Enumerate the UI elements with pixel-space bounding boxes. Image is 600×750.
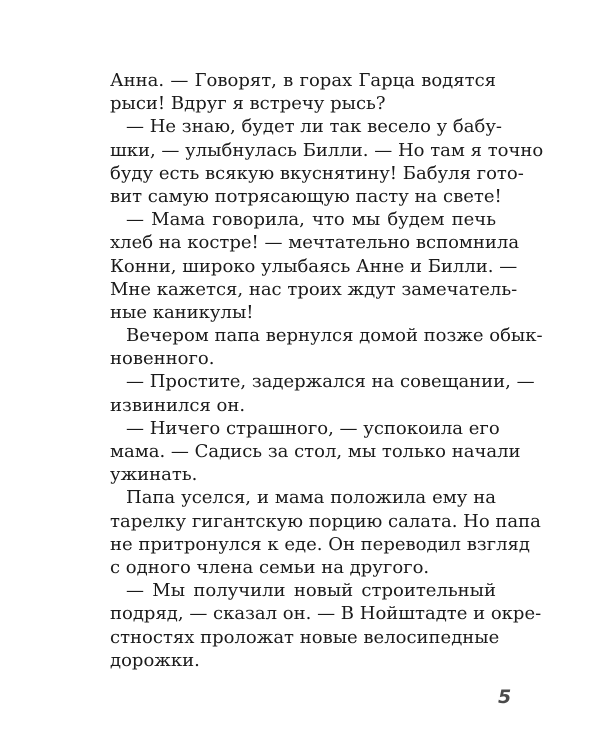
text-line: Анна. — Говорят, в горах Гарца водятся bbox=[110, 70, 496, 91]
text-line: Мне кажется, нас троих ждут замечатель- bbox=[110, 278, 518, 300]
text-line: шки, — улыбнулась Билли. — Но там я точно bbox=[110, 139, 544, 161]
text-line: Папа уселся, и мама положила ему на bbox=[126, 487, 496, 509]
page-number: 5 bbox=[498, 686, 512, 708]
text-line: — Простите, задержался на совещании, — bbox=[126, 371, 535, 393]
text-line: — Мы получили новый строительный bbox=[126, 580, 496, 602]
body-text bbox=[110, 69, 544, 672]
text-line: буду есть всякую вкуснятину! Бабуля гото- bbox=[110, 162, 524, 184]
text-line: рыси! Вдруг я встречу рысь? bbox=[110, 93, 386, 115]
text-line: не притронулся к еде. Он переводил взгляд bbox=[110, 533, 530, 555]
text-line: ужинать. bbox=[110, 464, 198, 486]
text-line: мама. — Садись за стол, мы только начали bbox=[110, 441, 521, 462]
text-line: вит самую потрясающую пасту на свете! bbox=[110, 185, 502, 207]
text-line: извинился он. bbox=[110, 394, 246, 416]
text-line: дорожки. bbox=[110, 649, 200, 671]
text-line: Конни, широко улыбаясь Анне и Билли. — bbox=[110, 255, 518, 277]
text-line: — Мама говорила, что мы будем печь bbox=[126, 209, 496, 231]
text-line: с одного члена семьи на другого. bbox=[110, 556, 430, 578]
text-line: подряд, — сказал он. — В Нойштадте и окре- bbox=[110, 603, 542, 625]
text-line: — Ничего страшного, — успокоила его bbox=[126, 417, 500, 439]
text-line: — Не знаю, будет ли так весело у бабу- bbox=[126, 116, 503, 138]
text-line: Вечером папа вернулся домой позже обык- bbox=[126, 325, 543, 347]
text-line: ные каникулы! bbox=[110, 301, 254, 323]
text-line: новенного. bbox=[110, 348, 215, 370]
text-line: стностях проложат новые велосипедные bbox=[110, 626, 500, 648]
text-line: хлеб на костре! — мечтательно вспомнила bbox=[110, 232, 520, 254]
text-line: тарелку гигантскую порцию салата. Но папа bbox=[110, 510, 541, 532]
